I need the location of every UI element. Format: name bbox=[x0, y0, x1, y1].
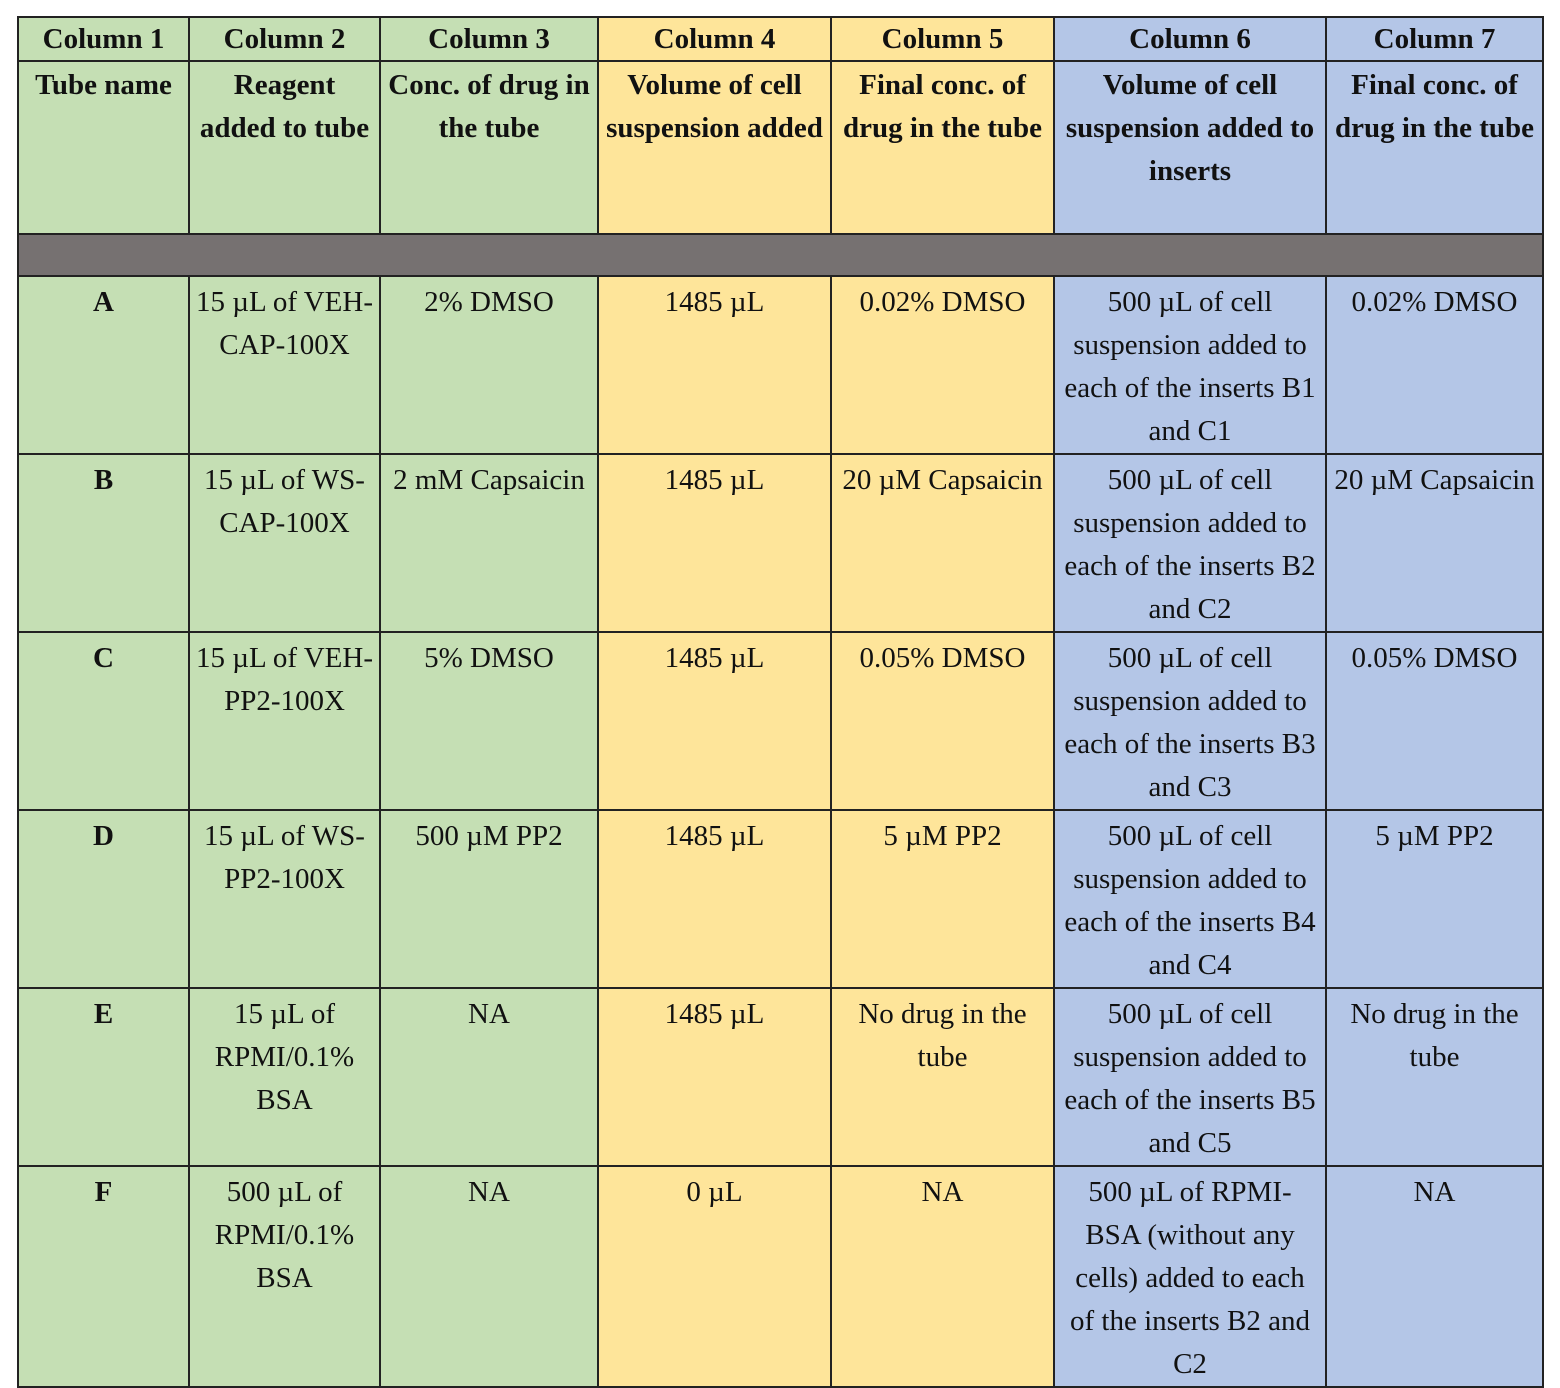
header-row bbox=[18, 61, 1543, 234]
tube-name-cell: B bbox=[18, 454, 189, 632]
tube-name-cell: F bbox=[18, 1166, 189, 1387]
cell-volume-cell: 1485 µL bbox=[598, 988, 831, 1166]
final-conc-cell: No drug in the tube bbox=[831, 988, 1054, 1166]
insert-volume-cell: 500 µL of cell suspension added to each of the inserts B4 and C4 bbox=[1054, 810, 1326, 988]
reagent-cell: 15 µL of RPMI/0.1% BSA bbox=[189, 988, 380, 1166]
insert-volume-cell: 500 µL of RPMI-BSA (without any cells) added to each of the inserts B2 and C2 bbox=[1054, 1166, 1326, 1387]
reagent-cell: 15 µL of VEH-CAP-100X bbox=[189, 276, 380, 454]
tube-name-cell: A bbox=[18, 276, 189, 454]
insert-volume-cell: 500 µL of cell suspension added to each of the inserts B2 and C2 bbox=[1054, 454, 1326, 632]
drug-conc-cell: 2% DMSO bbox=[380, 276, 598, 454]
drug-conc-cell: 2 mM Capsaicin bbox=[380, 454, 598, 632]
reagent-cell: 15 µL of WS-PP2-100X bbox=[189, 810, 380, 988]
cell-volume-cell: 1485 µL bbox=[598, 810, 831, 988]
insert-final-conc-cell: 5 µM PP2 bbox=[1326, 810, 1543, 988]
insert-volume-cell: 500 µL of cell suspension added to each of the inserts B1 and C1 bbox=[1054, 276, 1326, 454]
header-reagent: Reagent added to tube bbox=[189, 61, 380, 234]
table-row bbox=[18, 810, 1543, 988]
cell-volume-cell: 1485 µL bbox=[598, 632, 831, 810]
header-insert-final-conc: Final conc. of drug in the tube bbox=[1326, 61, 1543, 234]
reagent-cell: 15 µL of WS-CAP-100X bbox=[189, 454, 380, 632]
drug-conc-cell: NA bbox=[380, 1166, 598, 1387]
insert-final-conc-cell: No drug in the tube bbox=[1326, 988, 1543, 1166]
insert-volume-cell: 500 µL of cell suspension added to each of the inserts B3 and C3 bbox=[1054, 632, 1326, 810]
cell-volume-cell: 1485 µL bbox=[598, 454, 831, 632]
table-row bbox=[18, 1166, 1543, 1387]
reagent-cell: 15 µL of VEH-PP2-100X bbox=[189, 632, 380, 810]
final-conc-cell: 0.05% DMSO bbox=[831, 632, 1054, 810]
tube-name-cell: E bbox=[18, 988, 189, 1166]
insert-volume-cell: 500 µL of cell suspension added to each of the inserts B5 and C5 bbox=[1054, 988, 1326, 1166]
header-cell-volume: Volume of cell suspension added bbox=[598, 61, 831, 234]
column-number-1: Column 1 bbox=[18, 17, 189, 61]
insert-final-conc-cell: 0.02% DMSO bbox=[1326, 276, 1543, 454]
cell-volume-cell: 1485 µL bbox=[598, 276, 831, 454]
drug-conc-cell: NA bbox=[380, 988, 598, 1166]
tube-name-cell: D bbox=[18, 810, 189, 988]
tube-name-cell: C bbox=[18, 632, 189, 810]
insert-final-conc-cell: 0.05% DMSO bbox=[1326, 632, 1543, 810]
separator-row bbox=[18, 234, 1543, 276]
table-row bbox=[18, 276, 1543, 454]
insert-final-conc-cell: NA bbox=[1326, 1166, 1543, 1387]
cell-volume-cell: 0 µL bbox=[598, 1166, 831, 1387]
header-tube-name: Tube name bbox=[18, 61, 189, 234]
header-final-conc: Final conc. of drug in the tube bbox=[831, 61, 1054, 234]
column-number-6: Column 6 bbox=[1054, 17, 1326, 61]
drug-conc-cell: 500 µM PP2 bbox=[380, 810, 598, 988]
table-row bbox=[18, 632, 1543, 810]
header-insert-volume: Volume of cell suspension added to inserts bbox=[1054, 61, 1326, 234]
drug-conc-cell: 5% DMSO bbox=[380, 632, 598, 810]
header-drug-conc: Conc. of drug in the tube bbox=[380, 61, 598, 234]
column-number-row bbox=[18, 17, 1543, 61]
final-conc-cell: 0.02% DMSO bbox=[831, 276, 1054, 454]
column-number-2: Column 2 bbox=[189, 17, 380, 61]
column-number-5: Column 5 bbox=[831, 17, 1054, 61]
column-number-4: Column 4 bbox=[598, 17, 831, 61]
reagent-cell: 500 µL of RPMI/0.1% BSA bbox=[189, 1166, 380, 1387]
final-conc-cell: 20 µM Capsaicin bbox=[831, 454, 1054, 632]
protocol-table bbox=[17, 16, 1544, 1388]
separator-bar bbox=[18, 234, 1543, 276]
column-number-7: Column 7 bbox=[1326, 17, 1543, 61]
column-number-3: Column 3 bbox=[380, 17, 598, 61]
table-row bbox=[18, 988, 1543, 1166]
final-conc-cell: NA bbox=[831, 1166, 1054, 1387]
insert-final-conc-cell: 20 µM Capsaicin bbox=[1326, 454, 1543, 632]
table-row bbox=[18, 454, 1543, 632]
final-conc-cell: 5 µM PP2 bbox=[831, 810, 1054, 988]
